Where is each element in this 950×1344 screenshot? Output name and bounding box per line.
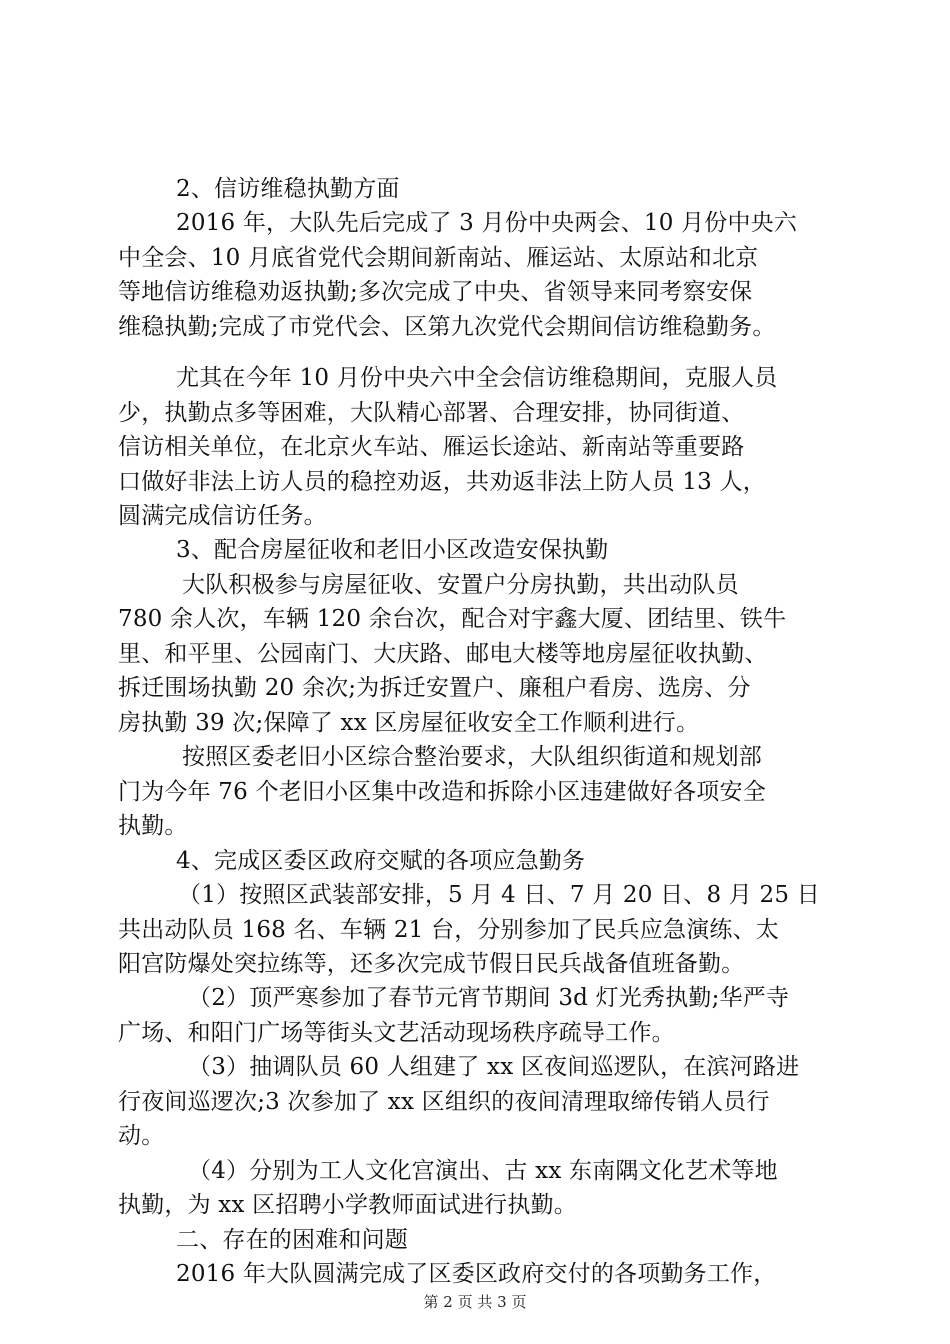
paragraph-line: 共出动队员 168 名、车辆 21 台，分别参加了民兵应急演练、太 bbox=[118, 917, 780, 943]
paragraph-line: （3）抽调队员 60 人组建了 xx 区夜间巡逻队，在滨河路进 bbox=[188, 1054, 800, 1080]
paragraph-line: 门为今年 76 个老旧小区集中改造和拆除小区违建做好各项安全 bbox=[118, 779, 766, 805]
paragraph-line: 780 余人次，车辆 120 余台次，配合对宇鑫大厦、团结里、铁牛 bbox=[118, 606, 787, 632]
paragraph-line: （4）分别为工人文化宫演出、古 xx 东南隅文化艺术等地 bbox=[188, 1158, 778, 1184]
paragraph-line: 行夜间巡逻次;3 次参加了 xx 区组织的夜间清理取缔传销人员行 bbox=[118, 1089, 770, 1115]
section-heading-housing: 3、配合房屋征收和老旧小区改造安保执勤 bbox=[176, 537, 609, 563]
paragraph-line: 2016 年，大队先后完成了 3 月份中央两会、10 月份中央六 bbox=[176, 210, 798, 236]
paragraph-line: 动。 bbox=[118, 1123, 165, 1149]
section-heading-emergency: 4、完成区委区政府交赋的各项应急勤务 bbox=[176, 848, 586, 874]
paragraph-line: 口做好非法上访人员的稳控劝返，共劝返非法上防人员 13 人， bbox=[118, 469, 766, 495]
paragraph-line: 执勤，为 xx 区招聘小学教师面试进行执勤。 bbox=[118, 1192, 577, 1218]
paragraph-line: 执勤。 bbox=[118, 813, 188, 839]
page-footer: 第 2 页 共 3 页 bbox=[423, 1293, 527, 1311]
paragraph-line: 2016 年大队圆满完成了区委区政府交付的各项勤务工作， bbox=[176, 1261, 777, 1287]
paragraph-line: 拆迁围场执勤 20 余次;为拆迁安置户、廉租户看房、选房、分 bbox=[118, 675, 751, 701]
paragraph-line: 阳宫防爆处突拉练等，还多次完成节假日民兵战备值班备勤。 bbox=[118, 951, 745, 977]
paragraph-line: （1）按照区武装部安排，5 月 4 日、7 月 20 日、8 月 25 日 bbox=[178, 882, 820, 908]
paragraph-line: 信访相关单位，在北京火车站、雁运长途站、新南站等重要路 bbox=[118, 434, 745, 460]
paragraph-line: 中全会、10 月底省党代会期间新南站、雁运站、太原站和北京 bbox=[118, 245, 759, 271]
paragraph-line: 广场、和阳门广场等街头文艺活动现场秩序疏导工作。 bbox=[118, 1020, 675, 1046]
paragraph-line: 尤其在今年 10 月份中央六中全会信访维稳期间，克服人员 bbox=[176, 365, 778, 391]
paragraph-line: 大队积极参与房屋征收、安置户分房执勤，共出动队员 bbox=[182, 572, 739, 598]
paragraph-line: 房执勤 39 次;保障了 xx 区房屋征收安全工作顺利进行。 bbox=[118, 710, 700, 736]
paragraph-line: 少，执勤点多等困难，大队精心部署、合理安排，协同街道、 bbox=[118, 400, 745, 426]
paragraph-line: 圆满完成信访任务。 bbox=[118, 503, 327, 529]
paragraph-line: 里、和平里、公园南门、大庆路、邮电大楼等地房屋征收执勤、 bbox=[118, 641, 768, 667]
paragraph-line: 维稳执勤;完成了市党代会、区第九次党代会期间信访维稳勤务。 bbox=[118, 314, 776, 340]
section-heading-petition: 2、信访维稳执勤方面 bbox=[176, 176, 400, 202]
paragraph-line: 等地信访维稳劝返执勤;多次完成了中央、省领导来同考察安保 bbox=[118, 279, 753, 305]
section-heading-problems: 二、存在的困难和问题 bbox=[176, 1227, 408, 1253]
paragraph-line: 按照区委老旧小区综合整治要求，大队组织街道和规划部 bbox=[182, 744, 762, 770]
paragraph-line: （2）顶严寒参加了春节元宵节期间 3d 灯光秀执勤;华严寺 bbox=[188, 985, 790, 1011]
